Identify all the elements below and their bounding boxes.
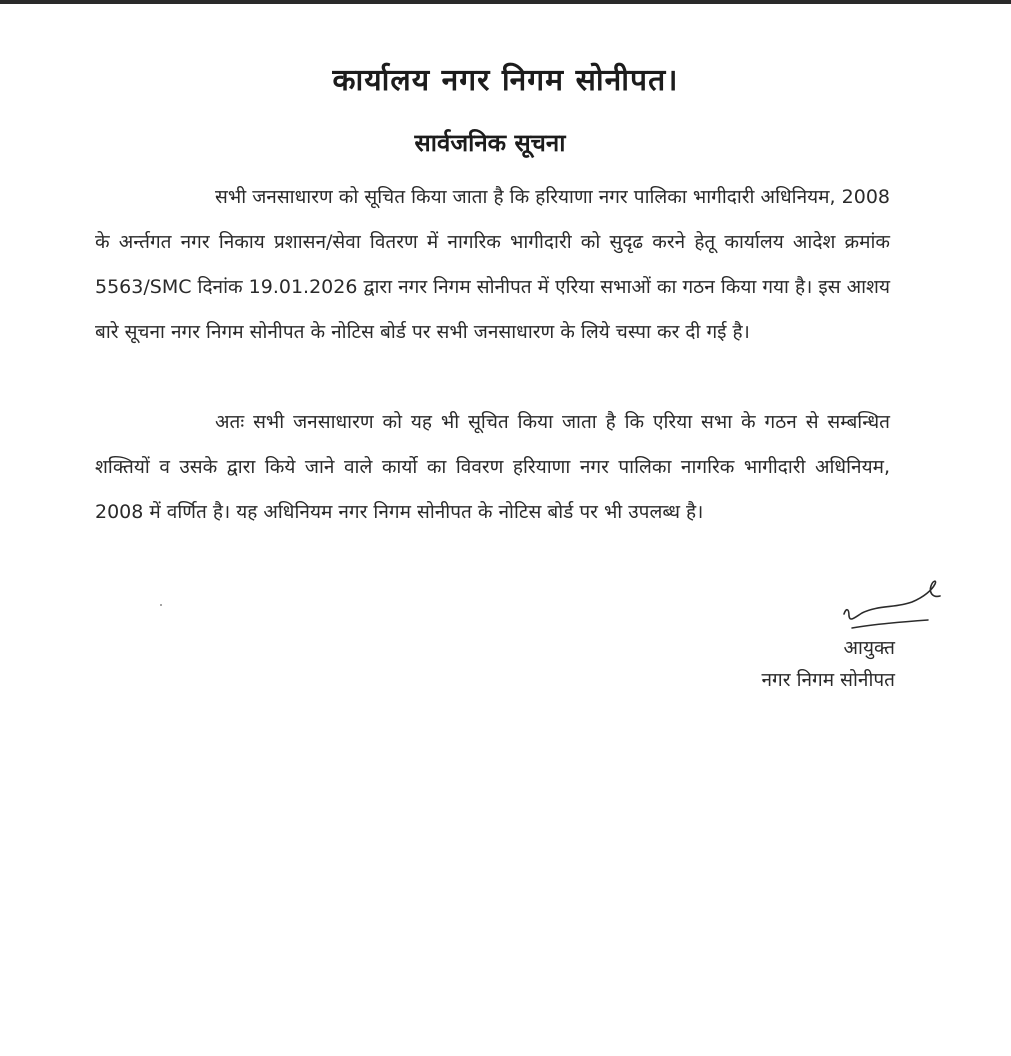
signatory-block <box>700 632 895 696</box>
signatory-office: नगर निगम सोनीपत <box>761 669 895 691</box>
signature-mark <box>840 578 950 638</box>
office-title: कार्यालय नगर निगम सोनीपत। <box>332 63 679 98</box>
top-border <box>0 0 1011 4</box>
notice-paragraph-1: सभी जनसाधारण को सूचित किया जाता है कि हरियाणा नगर पालिका भागीदारी अधिनियम, 2008 के अर्न्तगत नगर निकाय प्रशासन/सेवा वितरण में नागरिक भागीदारी को सुदृढ करने हेतू कार्यालय आदेश क्रमांक 5563/SMC दिनांक 19.01.2026 द्वारा नगर निगम सोनीपत में एरिया सभाओं का गठन किया गया है। इस आशय बारे सूचना नगर निगम सोनीपत के नोटिस बोर्ड पर सभी जनसाधारण के लिये चस्पा कर दी गई है। <box>95 186 890 343</box>
signatory-designation: आयुक्त <box>843 637 895 659</box>
notice-title: सार्वजनिक सूचना <box>414 129 566 157</box>
speck-mark <box>160 604 162 606</box>
notice-paragraph-2: अतः सभी जनसाधारण को यह भी सूचित किया जाता है कि एरिया सभा के गठन से सम्बन्धित शक्तियों व उसके द्वारा किये जाने वाले कार्यो का विवरण हरियाणा नगर पालिका नागरिक भागीदारी अधिनियम, 2008 में वर्णित है। यह अधिनियम नगर निगम सोनीपत के नोटिस बोर्ड पर भी उपलब्ध है। <box>95 411 890 523</box>
